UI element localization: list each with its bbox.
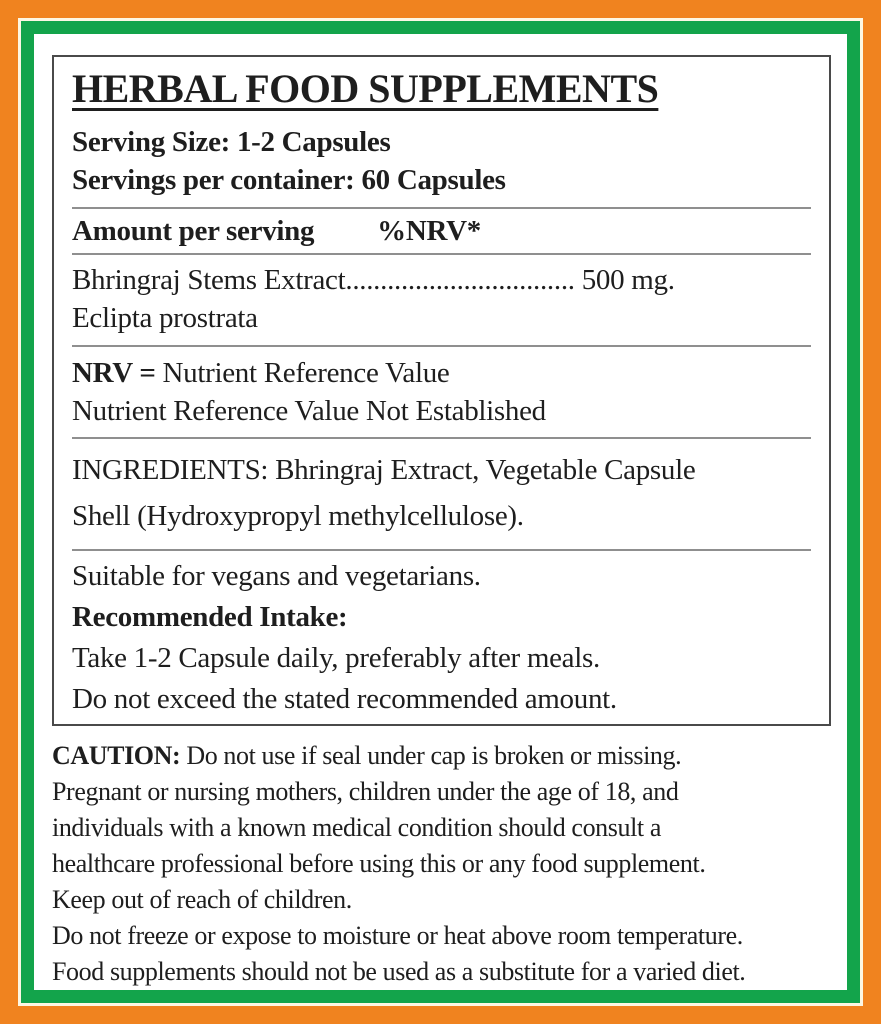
nrv-column-header: %NRV* [377, 215, 481, 247]
amount-per-serving-header: Amount per serving [72, 215, 315, 247]
panel-title: HERBAL FOOD SUPPLEMENTS [72, 66, 659, 111]
caution-line-1-text: Do not use if seal under cap is broken or missing. [186, 741, 682, 770]
nrv-definition-text: Nutrient Reference Value [162, 357, 450, 389]
extract-name-leader: Bhringraj Stems Extract................................. [72, 264, 575, 296]
caution-line-7: Food supplements should not be used as a substitute for a varied diet. [52, 957, 746, 986]
ingredients-section [72, 439, 811, 551]
vegan-suitability-line: Suitable for vegans and vegetarians. [72, 560, 481, 592]
caution-label: CAUTION: [52, 741, 181, 770]
caution-line-4: healthcare professional before using this or any food supplement. [52, 849, 706, 878]
serving-size-line: Serving Size: 1-2 Capsules [72, 126, 391, 158]
panel-header-section [72, 57, 811, 209]
servings-per-container-line: Servings per container: 60 Capsules [72, 164, 506, 196]
ingredients-line-1: INGREDIENTS: Bhringraj Extract, Vegetable Capsule [72, 454, 696, 486]
label-field [34, 34, 847, 990]
caution-line-3: individuals with a known medical condition should consult a [52, 813, 661, 842]
extract-amount-row [72, 261, 811, 299]
caution-line-5: Keep out of reach of children. [52, 885, 352, 914]
amount-header-row [72, 209, 811, 255]
cream-hairline-border [18, 18, 863, 1006]
inner-green-border [21, 21, 860, 1003]
supplement-facts-panel [52, 55, 831, 726]
caution-line-6: Do not freeze or expose to moisture or heat above room temperature. [52, 921, 743, 950]
extract-row-section [72, 255, 811, 347]
nrv-not-established-line: Nutrient Reference Value Not Established [72, 395, 546, 427]
intake-instruction-line: Take 1-2 Capsule daily, preferably after meals. [72, 642, 600, 674]
extract-amount: 500 mg. [581, 264, 675, 296]
do-not-exceed-line: Do not exceed the stated recommended amount. [72, 683, 617, 715]
caution-line-2: Pregnant or nursing mothers, children under the age of 18, and [52, 777, 679, 806]
nrv-note-section [72, 347, 811, 439]
recommended-intake-heading: Recommended Intake: [72, 601, 348, 633]
caution-section [52, 738, 831, 990]
usage-section [72, 551, 811, 724]
ingredients-line-2: Shell (Hydroxypropyl methylcellulose). [72, 500, 524, 532]
nrv-definition-label: NRV = [72, 357, 156, 389]
extract-botanical-name: Eclipta prostrata [72, 302, 258, 334]
nrv-definition-line [72, 354, 811, 392]
caution-line-1 [52, 738, 831, 774]
